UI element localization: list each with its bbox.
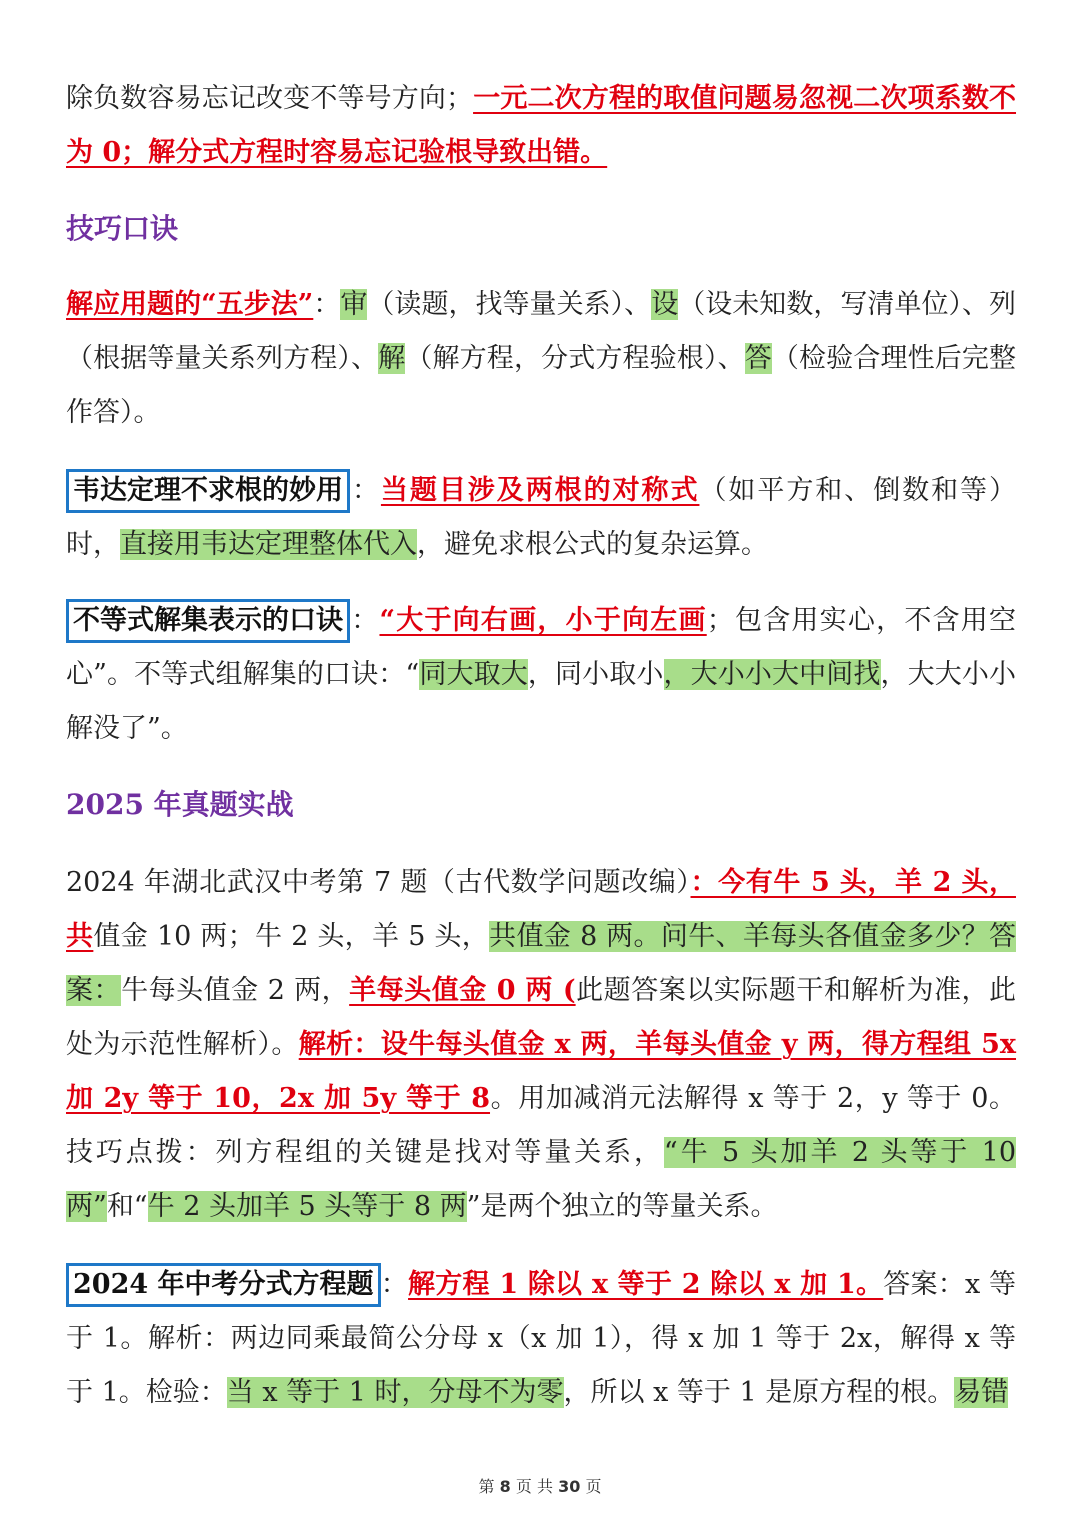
green-highlight: 解 — [378, 343, 406, 374]
paragraph-vieta — [66, 464, 1016, 572]
paragraph-common-mistakes — [66, 72, 1016, 180]
page-footer — [0, 1474, 1080, 1497]
green-highlight: “牛 5 头加羊 2 头等于 10 两” — [66, 1137, 1016, 1222]
green-highlight: 当 x 等于 1 时，分母不为零 — [226, 1377, 564, 1408]
text-span: ： — [350, 605, 380, 636]
boxed-term: 2024 年中考分式方程题 — [66, 1263, 381, 1307]
paragraph-fraction-equation — [66, 1258, 1016, 1420]
footer-prefix: 第 — [478, 1477, 495, 1496]
text-span: ，同小取小 — [527, 659, 664, 690]
text-span: ”是两个独立的等量关系。 — [466, 1191, 778, 1222]
paragraph-inequality — [66, 594, 1016, 756]
green-highlight: 牛 2 头加羊 5 头等于 8 两 — [147, 1191, 467, 1222]
text-span: ： — [350, 475, 381, 506]
green-highlight: 同大取大 — [419, 659, 528, 690]
footer-suffix: 页 — [585, 1477, 602, 1496]
text-span: ，所以 x 等于 1 是原方程的根。 — [563, 1377, 955, 1408]
red-emphasis: 一元二次方程的取值问题易忽视二次项系数不为 0；解分式方程时容易忘记验根导致出错。 — [66, 83, 1017, 168]
red-emphasis: 当题目涉及两根的对称式 — [380, 475, 700, 506]
text-span: （解方程，分式方程验根）、 — [405, 343, 745, 374]
text-span: ： — [380, 1269, 409, 1300]
red-emphasis: “大于向右画，小于向左画 — [379, 605, 707, 636]
green-highlight: 设 — [651, 289, 679, 320]
green-highlight: 答 — [744, 343, 772, 374]
text-span: ： — [313, 289, 341, 320]
green-highlight: 答案： — [66, 921, 1017, 1006]
red-emphasis: 解应用题的“五步法” — [66, 289, 314, 320]
total-page-number: 30 — [558, 1477, 581, 1496]
red-emphasis: 解方程 1 除以 x 等于 2 除以 x 加 1。 — [408, 1269, 884, 1300]
footer-middle: 页 共 — [515, 1477, 553, 1496]
text-span: 此题答案以实际题干和解析为准，此处为示范性解析）。 — [66, 975, 1017, 1060]
text-span: （设未知数，写清单位）、列（根据等量关系列方程）、 — [66, 289, 1017, 374]
text-span: ，避免求根公式的复杂运算。 — [417, 529, 768, 560]
text-span: 答案：x 等于 1。解析：两边同乘最简公分母 x（x 加 1），得 x 加 1 等于 2x，解得 x 等于 1。检验： — [66, 1269, 1017, 1408]
text-span: 除负数容易忘记改变不等号方向； — [66, 83, 474, 114]
text-span: ；包含用实心，不含用空心”。不等式组解集的口诀：“ — [66, 605, 1017, 690]
text-span: 值金 10 两；牛 2 头，羊 5 头， — [93, 921, 490, 952]
green-highlight: 易错 — [954, 1377, 1009, 1408]
text-span: 牛每头值金 2 两， — [121, 975, 350, 1006]
red-emphasis: ：今有牛 5 头，羊 2 头，共 — [66, 867, 1016, 952]
green-highlight: 直接用韦达定理整体代入 — [120, 529, 417, 560]
boxed-term: 韦达定理不求根的妙用 — [66, 469, 350, 513]
green-highlight: 审 — [340, 289, 368, 320]
red-emphasis: 羊每头值金 0 两 ( — [349, 975, 576, 1006]
current-page-number: 8 — [499, 1477, 511, 1496]
paragraph-exam-problem — [66, 856, 1016, 1234]
green-highlight: 共值金 8 两。问牛、羊每头各值金多少？ — [489, 921, 990, 952]
text-span: （检验合理性后完整作答）。 — [66, 343, 1017, 428]
text-span: 。用加减消元法解得 x 等于 2，y 等于 0。技巧点拨：列方程组的关键是找对等量关系， — [66, 1083, 1016, 1168]
green-highlight: ，大小小大中间找 — [663, 659, 881, 690]
text-span: （如平方和、倒数和等）时， — [66, 475, 1017, 560]
text-span: 和“ — [106, 1191, 148, 1222]
text-span: ，大大小小解没了”。 — [66, 659, 1017, 744]
text-span: （读题，找等量关系）、 — [367, 289, 652, 320]
heading-tips: 技巧口诀 — [66, 212, 179, 245]
text-span: 2024 年湖北武汉中考第 7 题（古代数学问题改编） — [66, 867, 691, 898]
boxed-term: 不等式解集表示的口诀 — [66, 599, 350, 643]
paragraph-five-steps — [66, 278, 1016, 440]
heading-exam: 2025 年真题实战 — [66, 788, 294, 821]
red-emphasis: 解析：设牛每头值金 x 两，羊每头值金 y 两，得方程组 5x 加 2y 等于 10，2x 加 5y 等于 8 — [66, 1029, 1017, 1114]
